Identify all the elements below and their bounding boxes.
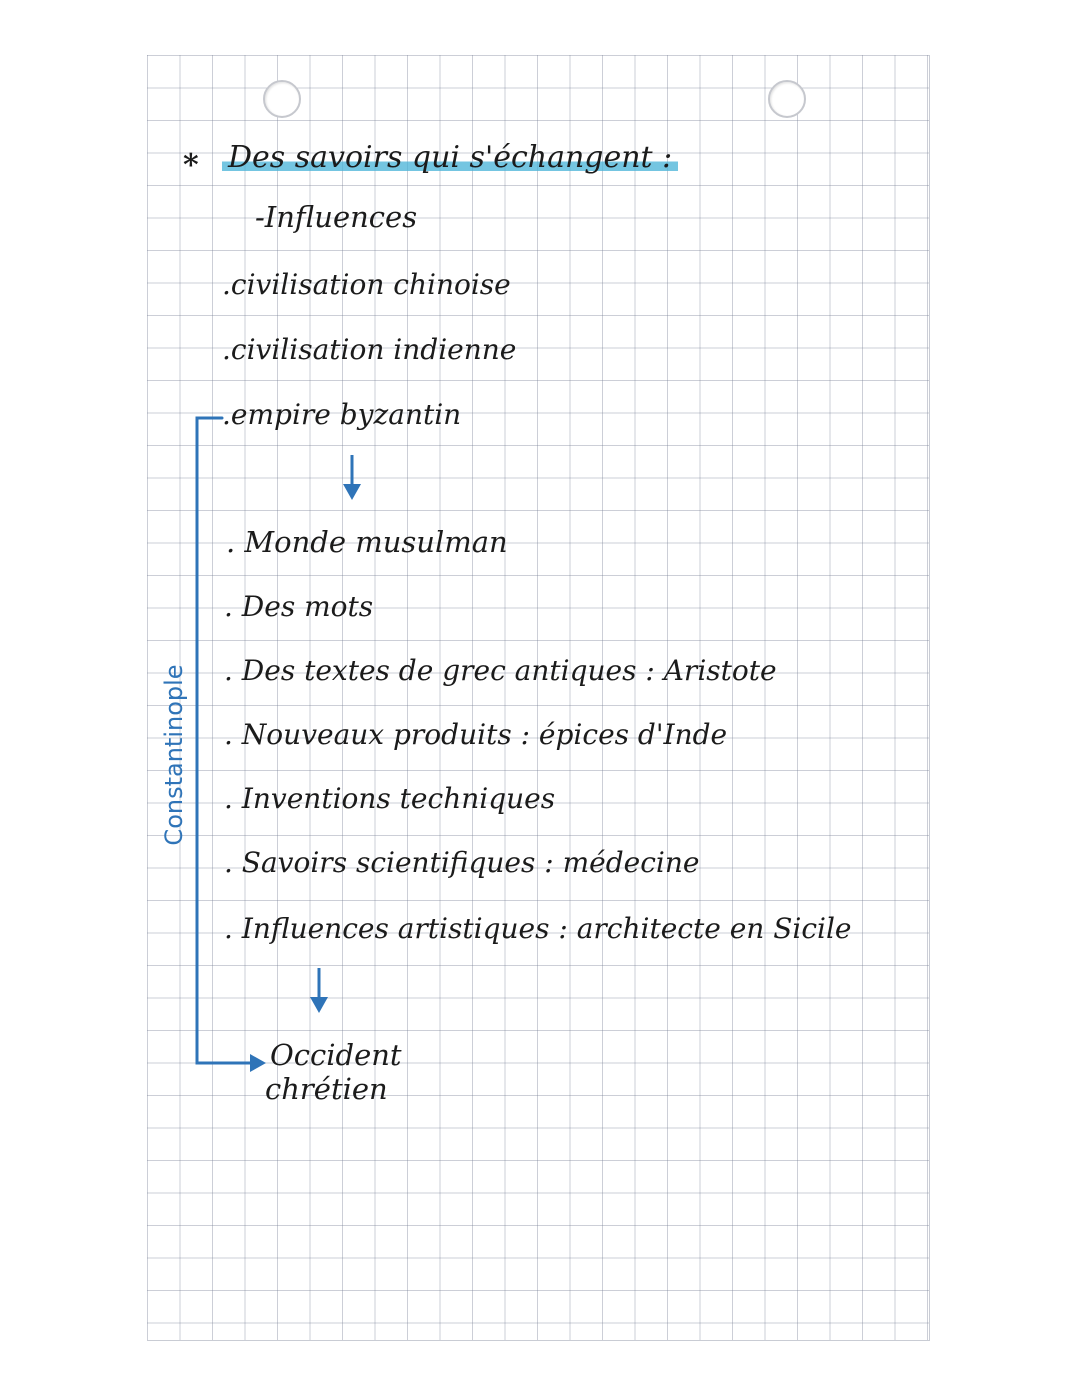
exchange-item-greek-texts: . Des textes de grec antiques : Aristote: [224, 654, 777, 687]
down-arrow-to-occident: [310, 968, 328, 1013]
destination-line-1: Occident: [270, 1038, 402, 1072]
origin-item-chinese: .civilisation chinoise: [222, 268, 511, 301]
exchange-item-products: . Nouveaux produits : épices d'Inde: [224, 718, 728, 751]
down-arrow-to-muslim-world: [343, 455, 361, 500]
note-title: Des savoirs qui s'échangent :: [222, 140, 678, 175]
exchange-item-inventions: . Inventions techniques: [224, 782, 556, 815]
exchange-item-science: . Savoirs scientifiques : médecine: [224, 846, 700, 879]
origin-item-indian: .civilisation indienne: [222, 333, 517, 366]
section-subtitle: -Influences: [255, 200, 418, 234]
bullet-star: *: [183, 148, 199, 183]
side-label-constantinople: Constantinople: [160, 664, 188, 846]
exchange-item-arts: . Influences artistiques : architecte en Sicile: [224, 912, 852, 945]
destination-line-2: chrétien: [265, 1072, 388, 1106]
exchange-item-words: . Des mots: [224, 590, 374, 623]
hub-muslim-world: . Monde musulman: [226, 525, 508, 559]
origin-item-byzantine: .empire byzantin: [222, 398, 462, 431]
arrow-to-occident-head: [250, 1054, 266, 1072]
constantinople-bracket: [197, 418, 250, 1063]
